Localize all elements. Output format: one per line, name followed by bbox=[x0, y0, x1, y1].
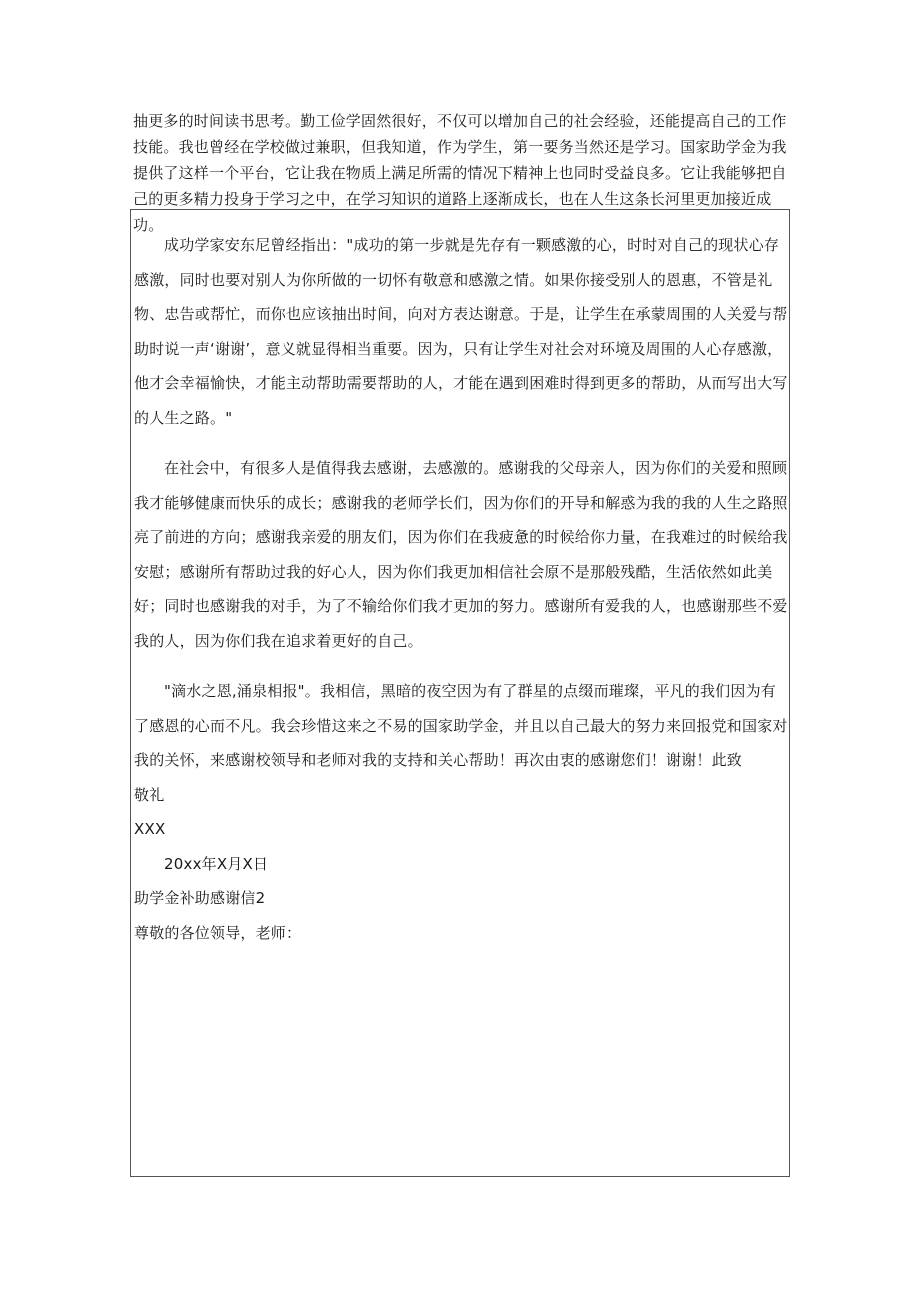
paragraph-spacer bbox=[134, 658, 789, 674]
thanks-paragraph: 在社会中，有很多人是值得我去感谢，去感激的。感谢我的父母亲人，因为你们的关爱和照顾我才能够健康而快乐的成长；感谢我的老师学长们，因为你们的开导和解惑为我的我的人生之路照亮了前进的方向；感谢我亲爱的朋友们，因为你们在我疲惫的时候给你力量，在我难过的时候给我安慰；感谢所有帮助过我的好心人，因为你们我更加相信社会原不是那般残酷，生活依然如此美好；同时也感谢我的对手，为了不输给你们我才更加的努力。感谢所有爱我的人，也感谢那些不爱我的人，因为你们我在追求着更好的自己。 bbox=[134, 459, 788, 650]
intro-paragraph: 抽更多的时间读书思考。勤工俭学固然很好，不仅可以增加自己的社会经验，还能提高自己的工作技能。我也曾经在学校做过兼职，但我知道，作为学生，第一要务当然还是学习。国家助学金为我提供了这样一个平台，它让我在物质上满足所需的情况下精神上也同时受益良多。它让我能够把自己的更多精力投身于学习之中，在学习知识的道路上逐渐成长，也在人生这条长河里更加接近成功。 bbox=[133, 112, 787, 234]
letter-content bbox=[134, 228, 789, 950]
next-letter-title: 助学金补助感谢信2 bbox=[134, 889, 266, 907]
signature-line: XXX bbox=[134, 820, 166, 838]
next-letter-salutation: 尊敬的各位领导，老师： bbox=[134, 923, 302, 942]
letter-frame bbox=[130, 209, 790, 1177]
greeting-line: 敬礼 bbox=[134, 785, 165, 804]
date-line: 20xx年X月X日 bbox=[164, 854, 269, 873]
paragraph-spacer bbox=[134, 435, 789, 451]
quote-paragraph: 成功学家安东尼曾经指出："成功的第一步就是先存有一颗感激的心，时时对自己的现状心存感激，同时也要对别人为你所做的一切怀有敬意和感激之情。如果你接受别人的恩惠，不管是礼物、忠告或帮忙，而你也应该抽出时间，向对方表达谢意。于是，让学生在承蒙周围的人关爱与帮助时说一声‘谢谢’，意义就显得相当重要。因为，只有让学生对社会对环境及周围的人心存感激，他才会幸福愉快，才能主动帮助需要帮助的人，才能在遇到困难时得到更多的帮助，从而写出大写的人生之路。" bbox=[134, 236, 788, 427]
closing-paragraph: "滴水之恩,涌泉相报"。我相信，黑暗的夜空因为有了群星的点缀而璀璨，平凡的我们因为有了感恩的心而不凡。我会珍惜这来之不易的国家助学金，并且以自己最大的努力来回报党和国家对我的关怀，来感谢校领导和老师对我的支持和关心帮助！再次由衷的感谢您们！谢谢！此致 bbox=[134, 682, 788, 769]
